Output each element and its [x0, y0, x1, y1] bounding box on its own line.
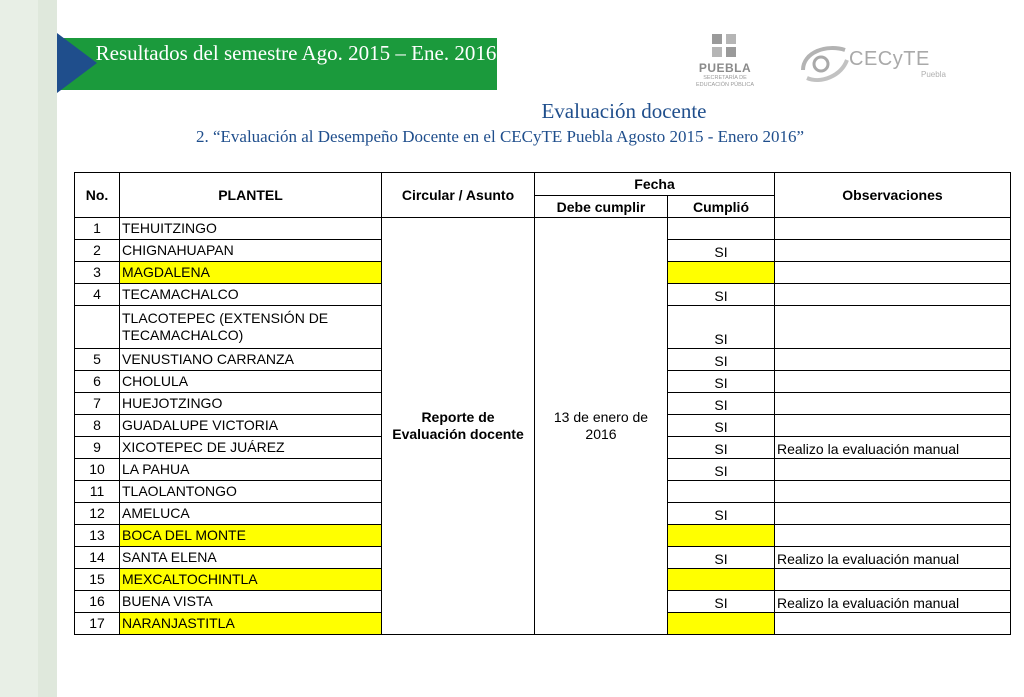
cell-cumplio: SI	[668, 371, 775, 393]
cecyte-name-text: CECyTE	[849, 48, 930, 70]
cell-no: 17	[75, 613, 120, 635]
cell-no: 11	[75, 481, 120, 503]
cell-no: 6	[75, 371, 120, 393]
header-observaciones: Observaciones	[775, 173, 1011, 218]
cell-no: 9	[75, 437, 120, 459]
cell-no: 15	[75, 569, 120, 591]
cell-cumplio: SI	[668, 306, 775, 349]
cell-observaciones	[775, 306, 1011, 349]
cell-cumplio	[668, 481, 775, 503]
cell-cumplio: SI	[668, 503, 775, 525]
cell-observaciones	[775, 262, 1011, 284]
cell-cumplio	[668, 525, 775, 547]
cell-plantel: CHOLULA	[120, 371, 382, 393]
cell-cumplio: SI	[668, 393, 775, 415]
cell-no	[75, 306, 120, 349]
puebla-emblem-icon	[708, 32, 742, 62]
cell-observaciones: Realizo la evaluación manual	[775, 591, 1011, 613]
cell-cumplio: SI	[668, 437, 775, 459]
banner-title: Resultados del semestre Ago. 2015 – Ene. 2016	[95, 41, 497, 65]
cell-cumplio: SI	[668, 547, 775, 569]
cell-plantel: NARANJASTITLA	[120, 613, 382, 635]
cell-no: 7	[75, 393, 120, 415]
header-plantel: PLANTEL	[120, 173, 382, 218]
cell-observaciones	[775, 415, 1011, 437]
cell-plantel: XICOTEPEC DE JUÁREZ	[120, 437, 382, 459]
cell-no: 16	[75, 591, 120, 613]
header-fecha: Fecha	[535, 173, 775, 196]
cell-no: 8	[75, 415, 120, 437]
cell-plantel: TEHUITZINGO	[120, 218, 382, 240]
cell-cumplio: SI	[668, 415, 775, 437]
cell-plantel: VENUSTIANO CARRANZA	[120, 349, 382, 371]
cell-plantel: LA PAHUA	[120, 459, 382, 481]
cell-cumplio: SI	[668, 284, 775, 306]
cell-plantel: TECAMACHALCO	[120, 284, 382, 306]
cell-plantel: BOCA DEL MONTE	[120, 525, 382, 547]
cell-no: 2	[75, 240, 120, 262]
cell-observaciones	[775, 371, 1011, 393]
cell-observaciones	[775, 613, 1011, 635]
table-body	[75, 218, 1011, 635]
cell-no: 13	[75, 525, 120, 547]
cell-observaciones	[775, 481, 1011, 503]
cell-plantel: SANTA ELENA	[120, 547, 382, 569]
cell-observaciones	[775, 240, 1011, 262]
cell-no: 14	[75, 547, 120, 569]
cell-plantel: MAGDALENA	[120, 262, 382, 284]
evaluation-table	[74, 172, 1011, 635]
cell-cumplio: SI	[668, 240, 775, 262]
cell-observaciones	[775, 218, 1011, 240]
puebla-brand-text: PUEBLA	[698, 61, 752, 75]
section-subtitle: 2. “Evaluación al Desempeño Docente en el CECyTE Puebla Agosto 2015 - Enero 2016”	[195, 127, 805, 146]
cell-plantel: HUEJOTZINGO	[120, 393, 382, 415]
puebla-sub-text-2: EDUCACIÓN PÚBLICA	[695, 82, 755, 88]
cell-cumplio: SI	[668, 349, 775, 371]
cell-no: 12	[75, 503, 120, 525]
header-debe-cumplir: Debe cumplir	[535, 196, 668, 218]
cell-plantel: TLAOLANTONGO	[120, 481, 382, 503]
cell-cumplio	[668, 262, 775, 284]
cell-no: 5	[75, 349, 120, 371]
cell-plantel: TLACOTEPEC (EXTENSIÓN DE TECAMACHALCO)	[120, 306, 382, 349]
cell-observaciones	[775, 525, 1011, 547]
cell-plantel: CHIGNAHUAPAN	[120, 240, 382, 262]
cell-cumplio: SI	[668, 591, 775, 613]
cell-observaciones	[775, 349, 1011, 371]
cell-observaciones	[775, 393, 1011, 415]
cell-no: 1	[75, 218, 120, 240]
cell-debe-cumplir: 13 de enero de 2016	[535, 218, 668, 635]
cell-cumplio	[668, 218, 775, 240]
left-decorative-strip-inner	[38, 0, 57, 697]
cecyte-state-text: Puebla	[921, 70, 946, 79]
cecyte-swoosh-icon	[797, 40, 853, 88]
cell-plantel: GUADALUPE VICTORIA	[120, 415, 382, 437]
header-circular: Circular / Asunto	[382, 173, 535, 218]
cell-observaciones	[775, 284, 1011, 306]
cell-no: 4	[75, 284, 120, 306]
cell-no: 3	[75, 262, 120, 284]
cell-cumplio	[668, 569, 775, 591]
cell-plantel: MEXCALTOCHINTLA	[120, 569, 382, 591]
section-title: Evaluación docente	[541, 99, 707, 123]
puebla-logo	[690, 32, 760, 94]
cell-cumplio: SI	[668, 459, 775, 481]
cell-observaciones: Realizo la evaluación manual	[775, 437, 1011, 459]
header-cumplio: Cumplió	[668, 196, 775, 218]
cell-circular-asunto: Reporte de Evaluación docente	[382, 218, 535, 635]
cell-no: 10	[75, 459, 120, 481]
cell-observaciones	[775, 503, 1011, 525]
cell-cumplio	[668, 613, 775, 635]
puebla-sub-text-1: SECRETARÍA DE	[703, 75, 747, 81]
cell-observaciones	[775, 569, 1011, 591]
table-row	[75, 218, 1011, 240]
header-no: No.	[75, 173, 120, 218]
cell-plantel: BUENA VISTA	[120, 591, 382, 613]
cell-plantel: AMELUCA	[120, 503, 382, 525]
cell-observaciones	[775, 459, 1011, 481]
cecyte-logo	[797, 40, 957, 88]
cell-observaciones: Realizo la evaluación manual	[775, 547, 1011, 569]
